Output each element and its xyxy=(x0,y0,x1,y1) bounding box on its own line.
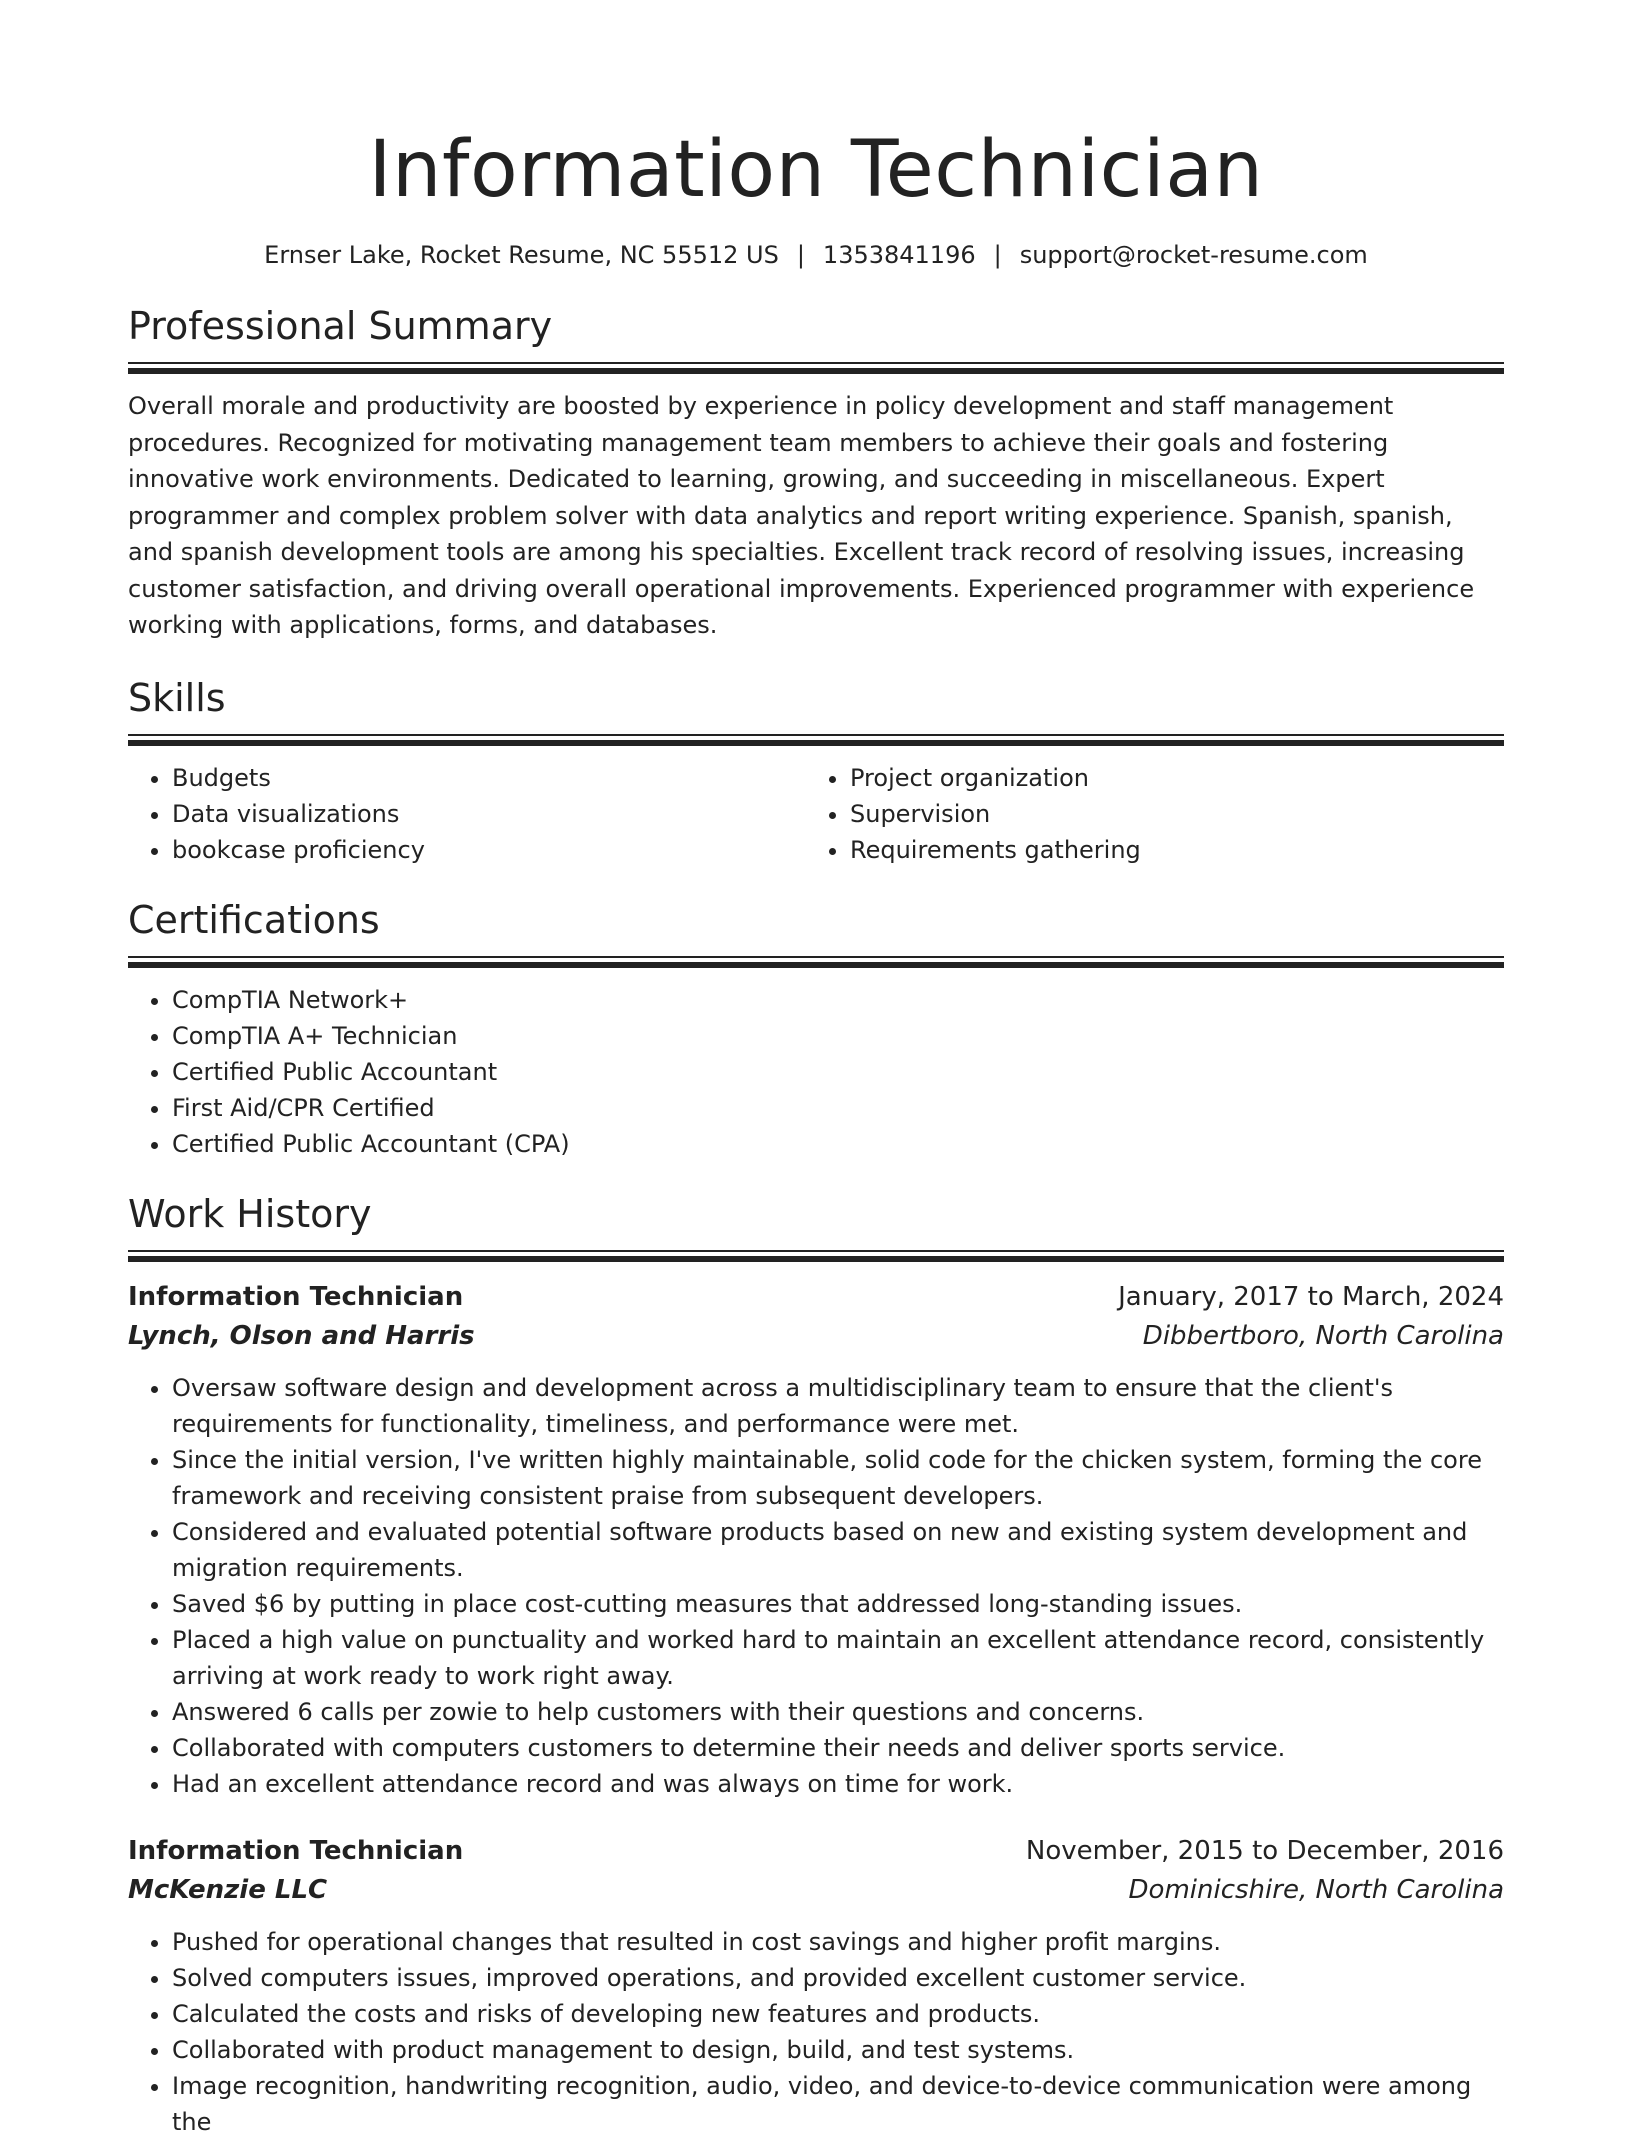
contact-address: Ernser Lake, Rocket Resume, NC 55512 US xyxy=(264,241,779,269)
contact-separator: | xyxy=(993,241,1002,269)
job-entry xyxy=(128,1832,1504,2140)
job-bullet: • Placed a high value on punctuality and worked hard to maintain an excellent attendance record, consistently arriving at work ready to work right away. xyxy=(172,1622,1504,1694)
resume-title: Information Technician xyxy=(368,125,1264,215)
job-header-row xyxy=(128,1278,1504,1317)
job-company: Lynch, Olson and Harris xyxy=(128,1320,475,1351)
job-title: Information Technician xyxy=(128,1835,464,1866)
job-company: McKenzie LLC xyxy=(128,1874,328,1905)
section-divider xyxy=(128,362,1504,374)
section-divider xyxy=(128,956,1504,968)
summary-text: Overall morale and productivity are boosted by experience in policy development and staff management procedures. Recognized for motivating management team members to achieve their goals and fostering innovative work environments. Dedicated to learning, growing, and succeeding in miscellaneous. Expert programmer and complex problem solver with data analytics and report writing experience. Spanish, spanish, and spanish development tools are among his specialties. Excellent track record of resolving issues, increasing customer satisfaction, and driving overall operational improvements. Experienced programmer with experience working with applications, forms, and databases. xyxy=(128,392,1475,639)
certifications-list xyxy=(128,982,1504,1162)
certification-item: • Certified Public Accountant xyxy=(172,1054,1504,1090)
job-bullet: • Considered and evaluated potential software products based on new and existing system development and migration requirements. xyxy=(172,1514,1504,1586)
skill-item: • Supervision xyxy=(850,796,1484,832)
job-bullets xyxy=(128,1924,1504,2140)
job-location: Dominicshire, North Carolina xyxy=(1128,1874,1504,1905)
skills-heading: Skills xyxy=(128,675,226,720)
job-dates: November, 2015 to December, 2016 xyxy=(1025,1835,1504,1866)
certification-item: • First Aid/CPR Certified xyxy=(172,1090,1504,1126)
skill-item: • Budgets xyxy=(172,760,806,796)
job-location: Dibbertboro, North Carolina xyxy=(1142,1320,1504,1351)
job-bullet: • Image recognition, handwriting recognition, audio, video, and device-to-device communication were among the xyxy=(172,2068,1504,2140)
work-history-section xyxy=(128,1190,1504,2140)
certification-item: • CompTIA Network+ xyxy=(172,982,1504,1018)
job-title: Information Technician xyxy=(128,1281,464,1312)
job-bullet: • Collaborated with product management to design, build, and test systems. xyxy=(172,2032,1504,2068)
certification-item: • CompTIA A+ Technician xyxy=(172,1018,1504,1054)
skill-item: • bookcase proficiency xyxy=(172,832,806,868)
job-bullet: • Saved $6 by putting in place cost-cutting measures that addressed long-standing issues. xyxy=(172,1586,1504,1622)
job-bullet: • Collaborated with computers customers to determine their needs and deliver sports service. xyxy=(172,1730,1504,1766)
job-header-row xyxy=(128,1832,1504,1871)
skill-item: • Project organization xyxy=(850,760,1484,796)
certifications-heading: Certifications xyxy=(128,897,380,942)
job-entry xyxy=(128,1278,1504,1802)
contact-phone: 1353841196 xyxy=(822,241,976,269)
job-bullet: • Pushed for operational changes that resulted in cost savings and higher profit margins. xyxy=(172,1924,1504,1960)
job-bullets xyxy=(128,1370,1504,1802)
skills-list-left xyxy=(128,760,806,868)
job-bullet: • Answered 6 calls per zowie to help customers with their questions and concerns. xyxy=(172,1694,1504,1730)
summary-heading: Professional Summary xyxy=(128,304,553,348)
certification-item: • Certified Public Accountant (CPA) xyxy=(172,1126,1504,1162)
work-history-heading: Work History xyxy=(128,1191,372,1236)
section-divider xyxy=(128,1250,1504,1262)
job-dates: January, 2017 to March, 2024 xyxy=(1118,1281,1504,1312)
job-bullet: • Since the initial version, I've written highly maintainable, solid code for the chicken system, forming the core framework and receiving consistent praise from subsequent developers. xyxy=(172,1442,1504,1514)
job-company-row xyxy=(128,1871,1504,1910)
job-bullet: • Had an excellent attendance record and was always on time for work. xyxy=(172,1766,1504,1802)
skill-item: • Requirements gathering xyxy=(850,832,1484,868)
job-bullet: • Solved computers issues, improved operations, and provided excellent customer service. xyxy=(172,1960,1504,1996)
skills-section xyxy=(128,674,1504,868)
summary-section xyxy=(128,302,1504,644)
job-bullet: • Oversaw software design and development across a multidisciplinary team to ensure that the client's requirements for functionality, timeliness, and performance were met. xyxy=(172,1370,1504,1442)
skill-item: • Data visualizations xyxy=(172,796,806,832)
section-divider xyxy=(128,734,1504,746)
contact-separator: | xyxy=(796,241,805,269)
resume-page xyxy=(128,0,1504,2140)
contact-line xyxy=(128,238,1504,272)
skills-columns xyxy=(128,746,1504,868)
job-company-row xyxy=(128,1317,1504,1356)
job-bullet: • Calculated the costs and risks of developing new features and products. xyxy=(172,1996,1504,2032)
certifications-section xyxy=(128,896,1504,1162)
contact-email[interactable]: support@rocket-resume.com xyxy=(1019,241,1368,269)
skills-list-right xyxy=(806,760,1484,868)
